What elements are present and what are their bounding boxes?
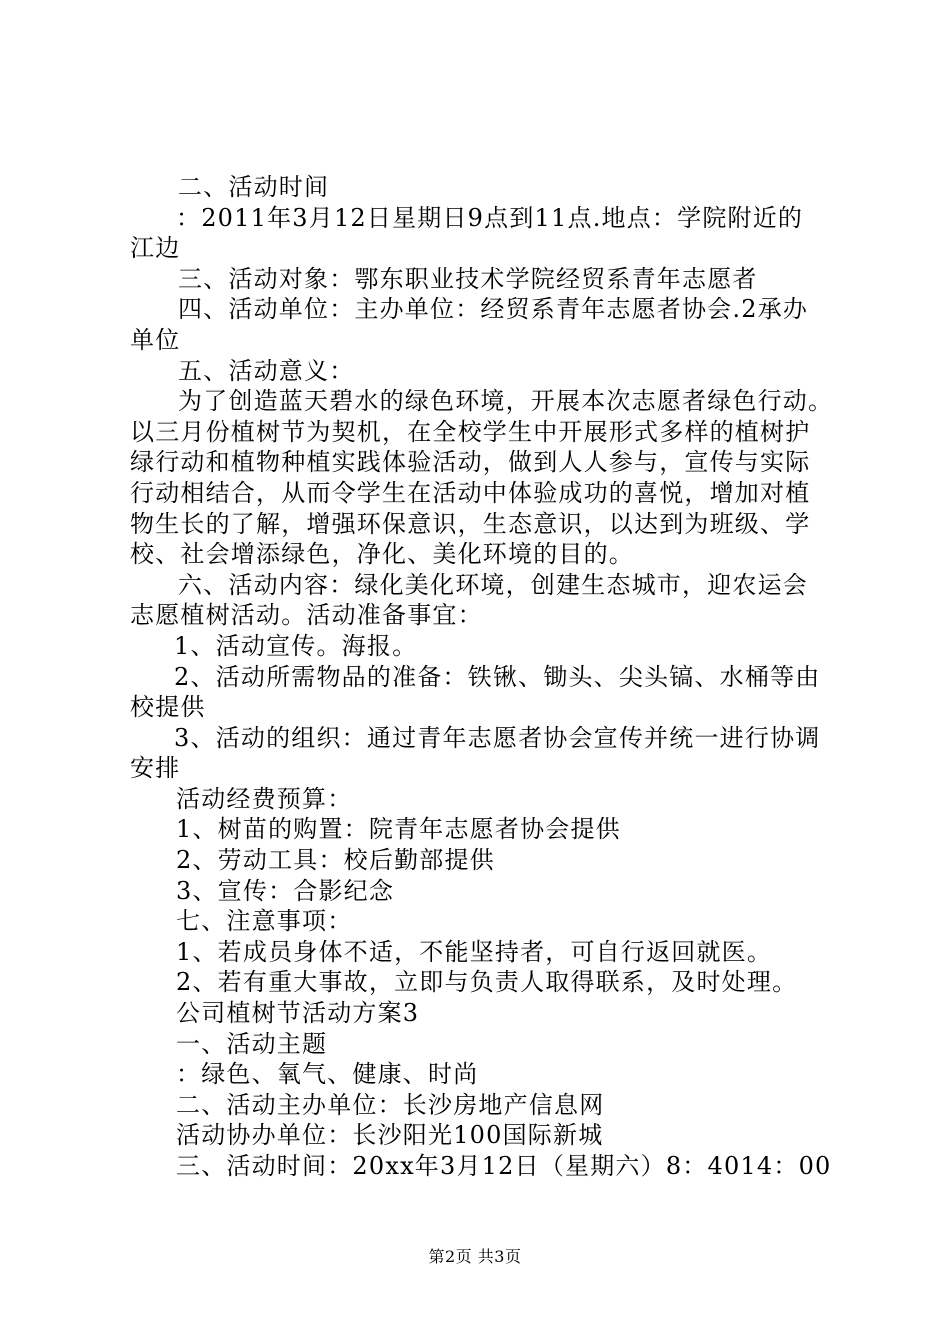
text-line: 以三月份植树节为契机，在全校学生中开展形式多样的植树护 — [130, 417, 811, 446]
text-line: 三、活动时间：20xx年3月12日（星期六）8：4014：00 — [176, 1152, 832, 1180]
text-line: 志愿植树活动。活动准备事宜： — [130, 601, 483, 630]
text-line: 二、活动时间 — [178, 173, 330, 201]
text-line: 六、活动内容：绿化美化环境，创建生态城市，迎农运会 — [178, 570, 808, 599]
text-line: 安排 — [130, 754, 181, 783]
text-line: 3、宣传：合影纪念 — [176, 876, 395, 905]
text-line: ：2011年3月12日星期日9点到11点.地点：学院附近的 — [176, 203, 804, 232]
text-line: 1、若成员身体不适，不能坚持者，可自行返回就医。 — [176, 937, 773, 966]
text-line: 五、活动意义： — [178, 356, 355, 385]
text-line: 2、活动所需物品的准备：铁锹、锄头、尖头镐、水桶等由 — [174, 662, 821, 691]
text-line: 一、活动主题 — [176, 1029, 328, 1058]
text-line: 校、社会增添绿色，净化、美化环境的目的。 — [130, 540, 634, 569]
text-line: ：绿色、氧气、健康、时尚 — [176, 1060, 479, 1089]
text-line: 为了创造蓝天碧水的绿色环境，开展本次志愿者绿色行动。 — [178, 387, 834, 416]
text-line: 行动相结合，从而令学生在活动中体验成功的喜悦，增加对植 — [130, 478, 811, 507]
text-line: 活动协办单位：长沙阳光100国际新城 — [176, 1121, 604, 1150]
text-line: 江边 — [130, 234, 181, 263]
section-heading: 公司植树节活动方案3 — [176, 999, 420, 1028]
text-line: 物生长的了解，增强环保意识，生态意识，以达到为班级、学 — [130, 509, 811, 538]
text-line: 二、活动主办单位：长沙房地产信息网 — [176, 1090, 605, 1119]
text-line: 七、注意事项： — [176, 907, 353, 936]
page-number-footer: 第2页 共3页 — [428, 1247, 522, 1266]
text-line: 单位 — [130, 325, 181, 354]
text-line: 2、劳动工具：校后勤部提供 — [176, 846, 495, 875]
text-line: 1、活动宣传。海报。 — [174, 631, 418, 660]
text-line: 四、活动单位：主办单位：经贸系青年志愿者协会.2承办 — [178, 295, 809, 324]
text-line: 校提供 — [130, 693, 206, 722]
text-line: 1、树苗的购置：院青年志愿者协会提供 — [176, 815, 621, 844]
text-line: 2、若有重大事故，立即与负责人取得联系，及时处理。 — [176, 968, 798, 997]
text-line: 绿行动和植物种植实践体验活动，做到人人参与，宣传与实际 — [130, 448, 811, 477]
text-line: 三、活动对象：鄂东职业技术学院经贸系青年志愿者 — [178, 264, 758, 293]
text-line: 活动经费预算： — [176, 784, 353, 813]
document-body — [130, 172, 834, 1182]
text-line: 3、活动的组织：通过青年志愿者协会宣传并统一进行协调 — [174, 723, 821, 752]
